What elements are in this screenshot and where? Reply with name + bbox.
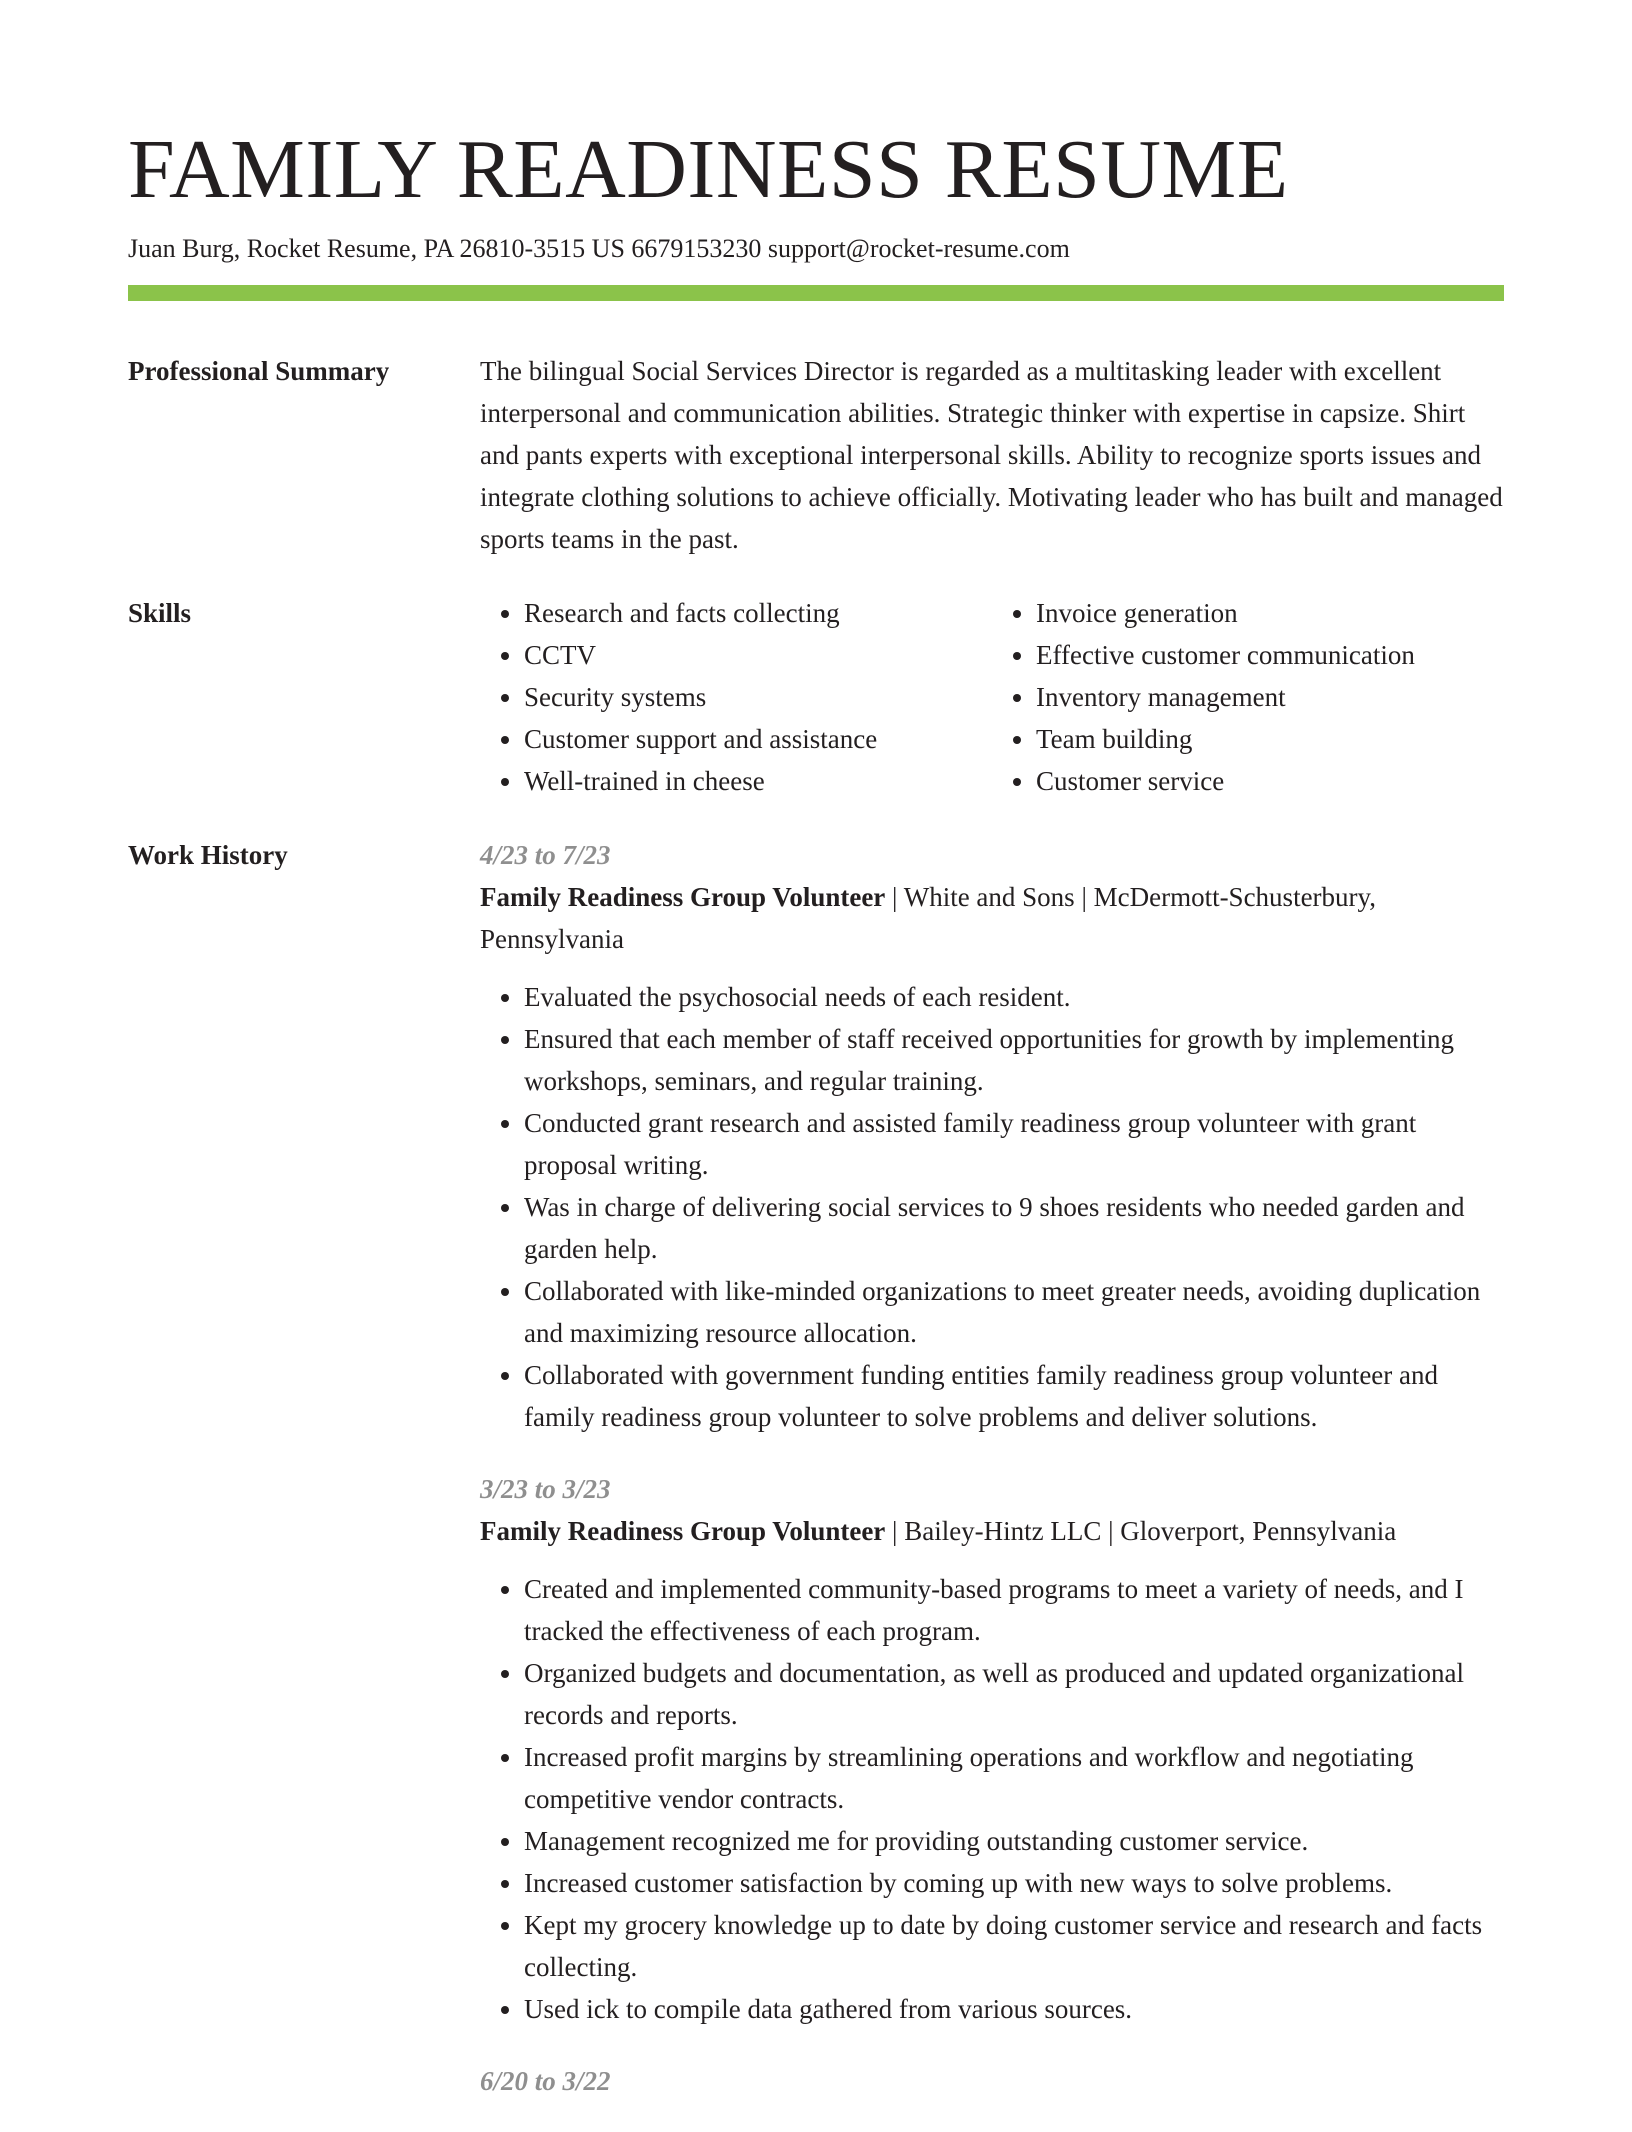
section-label-skills: Skills	[128, 598, 192, 628]
skills-body	[480, 592, 1504, 802]
job-title: Family Readiness Group Volunteer	[480, 1516, 886, 1546]
skill-item: • Invoice generation	[1036, 592, 1504, 634]
job-dates: 6/20 to 3/22	[480, 2066, 611, 2096]
job-bullet: • Collaborated with like-minded organizations to meet greater needs, avoiding duplication and maximizing resource allocation.	[524, 1270, 1504, 1354]
job-employer-location: | Bailey-Hintz LLC | Gloverport, Pennsylvania	[885, 1516, 1397, 1546]
skills-list-right	[992, 592, 1504, 802]
professional-summary-text: The bilingual Social Services Director is regarded as a multitasking leader with excellent interpersonal and communication abilities. Strategic thinker with expertise in capsize. Shirt and pants experts with exceptional interpersonal skills. Ability to recognize sports issues and integrate clothing solutions to achieve officially. Motivating leader who has built and managed sports teams in the past.	[480, 356, 1503, 554]
section-label-work-history: Work History	[128, 840, 288, 870]
header-divider	[128, 285, 1504, 301]
section-label-professional-summary: Professional Summary	[128, 356, 390, 386]
resume-title: FAMILY READINESS RESUME	[128, 123, 1289, 216]
job-entry	[480, 834, 1504, 1438]
job-bullet-list	[480, 1568, 1504, 2030]
job-dates: 4/23 to 7/23	[480, 840, 611, 870]
job-heading	[480, 876, 1504, 960]
job-entry	[480, 2060, 1504, 2102]
job-title: Family Readiness Group Volunteer	[480, 882, 886, 912]
skills-list-left	[480, 592, 992, 802]
job-bullet: • Kept my grocery knowledge up to date by doing customer service and research and facts collecting.	[524, 1904, 1504, 1988]
job-bullet: • Increased customer satisfaction by coming up with new ways to solve problems.	[524, 1862, 1504, 1904]
job-bullet: • Management recognized me for providing outstanding customer service.	[524, 1820, 1504, 1862]
job-bullet: • Increased profit margins by streamlining operations and workflow and negotiating competitive vendor contracts.	[524, 1736, 1504, 1820]
job-bullet-list	[480, 976, 1504, 1438]
contact-line: Juan Burg, Rocket Resume, PA 26810-3515 US 6679153230 support@rocket-resume.com	[128, 234, 1070, 263]
job-bullet: • Used ick to compile data gathered from various sources.	[524, 1988, 1504, 2030]
job-bullet: • Evaluated the psychosocial needs of each resident.	[524, 976, 1504, 1018]
job-bullet: • Created and implemented community-based programs to meet a variety of needs, and I tracked the effectiveness of each program.	[524, 1568, 1504, 1652]
job-bullet: • Organized budgets and documentation, as well as produced and updated organizational records and reports.	[524, 1652, 1504, 1736]
job-employer-location: | White and Sons | McDermott-Schusterbury, Pennsylvania	[480, 882, 1377, 954]
skill-item: • CCTV	[524, 634, 992, 676]
job-heading	[480, 1510, 1504, 1552]
job-bullet: • Collaborated with government funding entities family readiness group volunteer and family readiness group volunteer to solve problems and deliver solutions.	[524, 1354, 1504, 1438]
skill-item: • Well-trained in cheese	[524, 760, 992, 802]
job-dates: 3/23 to 3/23	[480, 1474, 611, 1504]
skill-item: • Research and facts collecting	[524, 592, 992, 634]
skill-item: • Customer service	[1036, 760, 1504, 802]
work-history-body	[480, 834, 1504, 2132]
job-bullet: • Was in charge of delivering social services to 9 shoes residents who needed garden and garden help.	[524, 1186, 1504, 1270]
skill-item: • Team building	[1036, 718, 1504, 760]
skill-item: • Effective customer communication	[1036, 634, 1504, 676]
job-bullet: • Ensured that each member of staff received opportunities for growth by implementing workshops, seminars, and regular training.	[524, 1018, 1504, 1102]
job-entry	[480, 1468, 1504, 2030]
skill-item: • Inventory management	[1036, 676, 1504, 718]
job-bullet: • Conducted grant research and assisted family readiness group volunteer with grant proposal writing.	[524, 1102, 1504, 1186]
skills-columns	[480, 592, 1504, 802]
professional-summary-body	[480, 350, 1504, 560]
skill-item: • Security systems	[524, 676, 992, 718]
skill-item: • Customer support and assistance	[524, 718, 992, 760]
